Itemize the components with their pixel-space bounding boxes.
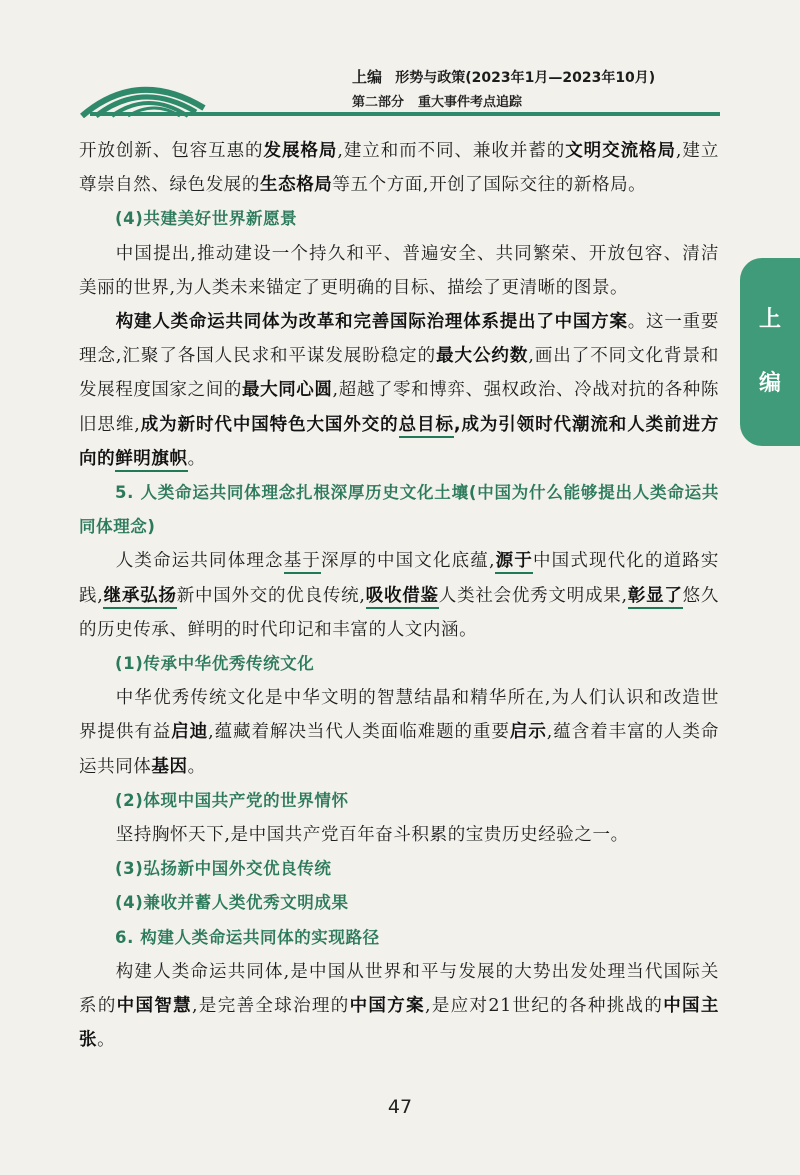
heading-section-5: 5. 人类命运共同体理念扎根深厚历史文化土壤(中国为什么能够提出人类命运共同体理念): [79, 483, 719, 537]
text-run: 等五个方面,开创了国际交往的新格局。: [332, 175, 647, 196]
text-run: ,是完善全球治理的: [192, 996, 350, 1017]
text-run: 悠久的历史传承、鲜明的时代印记和丰富的人文内涵。: [79, 585, 720, 640]
header-subtitle-text: 重大事件考点追踪: [418, 95, 523, 110]
bold-term: 成为新时代中国特色大国外交的: [140, 414, 399, 435]
paragraph-1: [79, 134, 719, 202]
page-body: [79, 134, 719, 1057]
header-part-label: 上编: [352, 68, 383, 86]
bold-term: ,成为引领时代潮流和人类前进方向的: [79, 414, 719, 469]
underlined-term: 基于: [284, 551, 321, 574]
text-run: ,超越了零和博弈、强权政治、冷战对抗的各种陈旧思维,: [79, 380, 719, 435]
text-run: 人类命运共同体理念: [115, 551, 284, 572]
paragraph-2: 中国提出,推动建设一个持久和平、普遍安全、共同繁荣、开放包容、清洁美丽的世界,为人类未来锚定了更明确的目标、描绘了更清晰的图景。: [79, 243, 719, 298]
heading-civilization-achievements: (4)兼收并蓄人类优秀文明成果: [115, 893, 349, 913]
text-run: ,建立和而不同、兼收并蓄的: [337, 141, 566, 161]
paragraph-4: [79, 544, 719, 647]
running-header-subtitle: [352, 91, 522, 110]
text-run: 。: [187, 448, 206, 469]
bold-term: 生态格局: [260, 175, 333, 196]
text-run: ,建立尊崇自然、绿色发展的: [79, 141, 719, 196]
heading-shared-vision: (4)共建美好世界新愿景: [115, 209, 298, 229]
text-run: 深厚的中国文化底蕴,: [321, 551, 496, 572]
bold-term: 中国主张: [79, 996, 719, 1051]
text-run: ,蕴藏着解决当代人类面临难题的重要: [208, 722, 510, 743]
heading-section-6: 6. 构建人类命运共同体的实现路径: [115, 927, 380, 947]
bold-term: 文明交流格局: [565, 141, 676, 161]
text-run: 。: [187, 756, 206, 777]
text-run: 人类社会优秀文明成果,: [438, 585, 628, 606]
text-run: 。: [97, 1030, 116, 1051]
text-run: 开放创新、包容互惠的: [79, 141, 264, 161]
underlined-term: 继承弘扬: [103, 586, 176, 609]
text-run: 新中国外交的优良传统,: [176, 585, 366, 606]
heading-diplomacy-tradition: (3)弘扬新中国外交优良传统: [115, 859, 332, 879]
page-number: 47: [387, 1096, 413, 1118]
underlined-term: 吸收借鉴: [366, 586, 439, 609]
header-subtitle-part: 第二部分: [352, 95, 405, 110]
bold-term: 最大公约数: [436, 346, 529, 367]
section-side-tab: [740, 258, 800, 446]
text-run: 中国式现代化的道路实践,: [79, 551, 720, 606]
running-header-title: [352, 66, 722, 87]
header-title-text: 形势与政策(2023年1月—2023年10月): [395, 70, 656, 86]
paragraph-6: 坚持胸怀天下,是中国共产党百年奋斗积累的宝贵历史经验之一。: [115, 825, 629, 846]
text-run: 构建人类命运共同体,是中国从世界和平与发展的大势出发处理当代国际关系的: [79, 961, 719, 1017]
underlined-term: 鲜明旗帜: [115, 449, 187, 472]
bold-term: 最大同心圆: [241, 380, 333, 401]
bold-term: 基因: [151, 756, 188, 777]
text-run: ,画出了不同文化背景和发展程度国家之间的: [79, 346, 720, 401]
bold-term: 构建人类命运共同体为改革和完善国际治理体系提出了中国方案: [115, 312, 628, 333]
underlined-term: 总目标: [399, 415, 454, 438]
text-run: 。这一重要理念,汇聚了各国人民求和平谋发展盼稳定的: [79, 312, 719, 367]
side-tab-char-2: 编: [758, 371, 781, 396]
paragraph-5: [79, 681, 719, 784]
underlined-term: 彰显了: [628, 586, 683, 609]
underlined-term: 源于: [495, 551, 533, 574]
text-run: ,蕴含着丰富的人类命运共同体: [79, 722, 720, 777]
heading-party-world-vision: (2)体现中国共产党的世界情怀: [115, 790, 349, 810]
bold-term: 中国方案: [349, 996, 425, 1017]
header-rule: [90, 112, 720, 116]
side-tab-char-1: 上: [758, 307, 781, 332]
bold-term: 发展格局: [263, 141, 338, 161]
text-run: 中华优秀传统文化是中华文明的智慧结晶和精华所在,为人们认识和改造世界提供有益: [79, 688, 719, 743]
bold-term: 启迪: [171, 722, 209, 743]
bold-term: 中国智慧: [116, 996, 193, 1017]
text-run: ,是应对21世纪的各种挑战的: [424, 996, 664, 1017]
paragraph-3: [79, 305, 719, 476]
bold-term: 启示: [509, 722, 547, 743]
heading-inherit-culture: (1)传承中华优秀传统文化: [115, 654, 315, 674]
paragraph-7: [79, 955, 719, 1058]
